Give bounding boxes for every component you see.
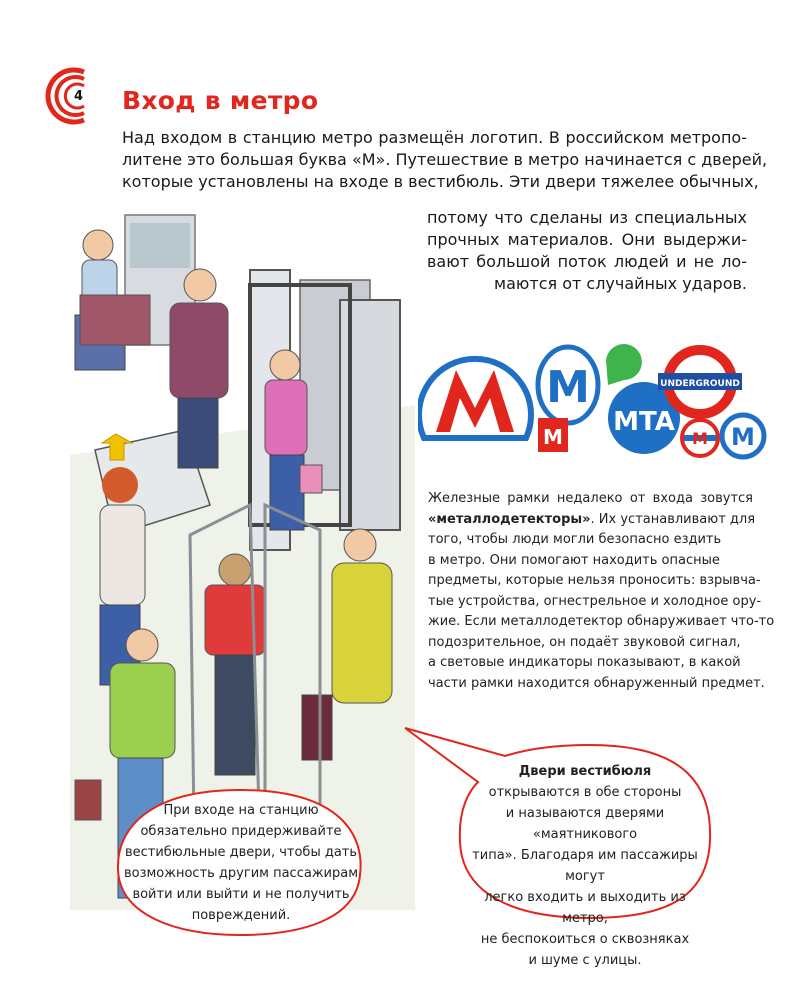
bubble-line: войти или выйти и не получить [132,887,350,902]
detectors-line: предметы, которые нельзя проносить: взрывча- [428,573,761,588]
bubble-line: При входе на станцию [163,803,319,818]
intro-line: прочных материалов. Они выдержи- [427,230,747,249]
intro-line: вают большой поток людей и не ло- [427,252,747,271]
detectors-line: тые устройства, огнестрельное и холодное ору- [428,593,762,609]
bubble-line: и шуме с улицы. [528,953,642,968]
intro-line: маются от случайных ударов. [494,274,747,293]
bubble-line: повреждений. [191,908,291,923]
underground-label: UNDERGROUND [660,379,740,389]
intro-line: потому что сделаны из специальных [427,208,747,227]
intro-line: литене это большая буква «М». Путешествие в метро начинается с дверей, [122,150,768,169]
bubble-line: вестибюльные двери, чтобы дать [124,845,358,860]
page-title: Вход в метро [122,86,319,115]
svg-text:M: M [692,429,708,448]
moscow-small-logo-letter: М [543,425,563,449]
bubble-line: открываются в обе стороны [488,785,682,800]
bubble-line: обязательно придерживайте [140,824,342,839]
right-bubble-text [470,761,700,971]
intro-line: Над входом в станцию метро размещён логотип. В российском метропо- [122,128,747,147]
mta-label: MTA [613,407,675,437]
detectors-line: того, чтобы люди могли безопасно ездить [428,532,722,547]
intro-line: которые установлены на входе в вестибюль. Эти двери тяжелее обычных, [122,172,759,191]
detectors-line: жие. Если металлодетектор обнаруживает что-то [428,614,775,629]
spb-logo-letter: М [546,362,590,413]
detectors-line: Железные рамки недалеко от входа зовутся [428,491,753,506]
detectors-line-rest: . Их устанавливают для [590,511,756,527]
detectors-line: подозрительное, он подаёт звуковой сигнал, [428,634,741,650]
bubble-line: типа». Благодаря им пассажиры могут [472,848,698,884]
detectors-line: в метро. Они помогают находить опасные [428,552,720,568]
detectors-term: «металлодетекторы» [428,511,591,527]
bubble-line: не беспокоиться о сквозняках [480,932,690,947]
page-number: 4 [74,89,84,104]
bubble-line: легко входить и выходить из метро, [484,890,686,926]
bubble-line: и называются дверями «маятникового [505,806,665,842]
detectors-line: а световые индикаторы показывают, в какой [428,655,741,670]
left-bubble-text [122,800,360,926]
detectors-line: части рамки находится обнаруженный предмет. [428,675,765,691]
small-m-letter: М [731,423,755,451]
bubble-line: возможность другим пассажирам [123,866,359,881]
bubble-heading: Двери вестибюля [518,764,652,779]
